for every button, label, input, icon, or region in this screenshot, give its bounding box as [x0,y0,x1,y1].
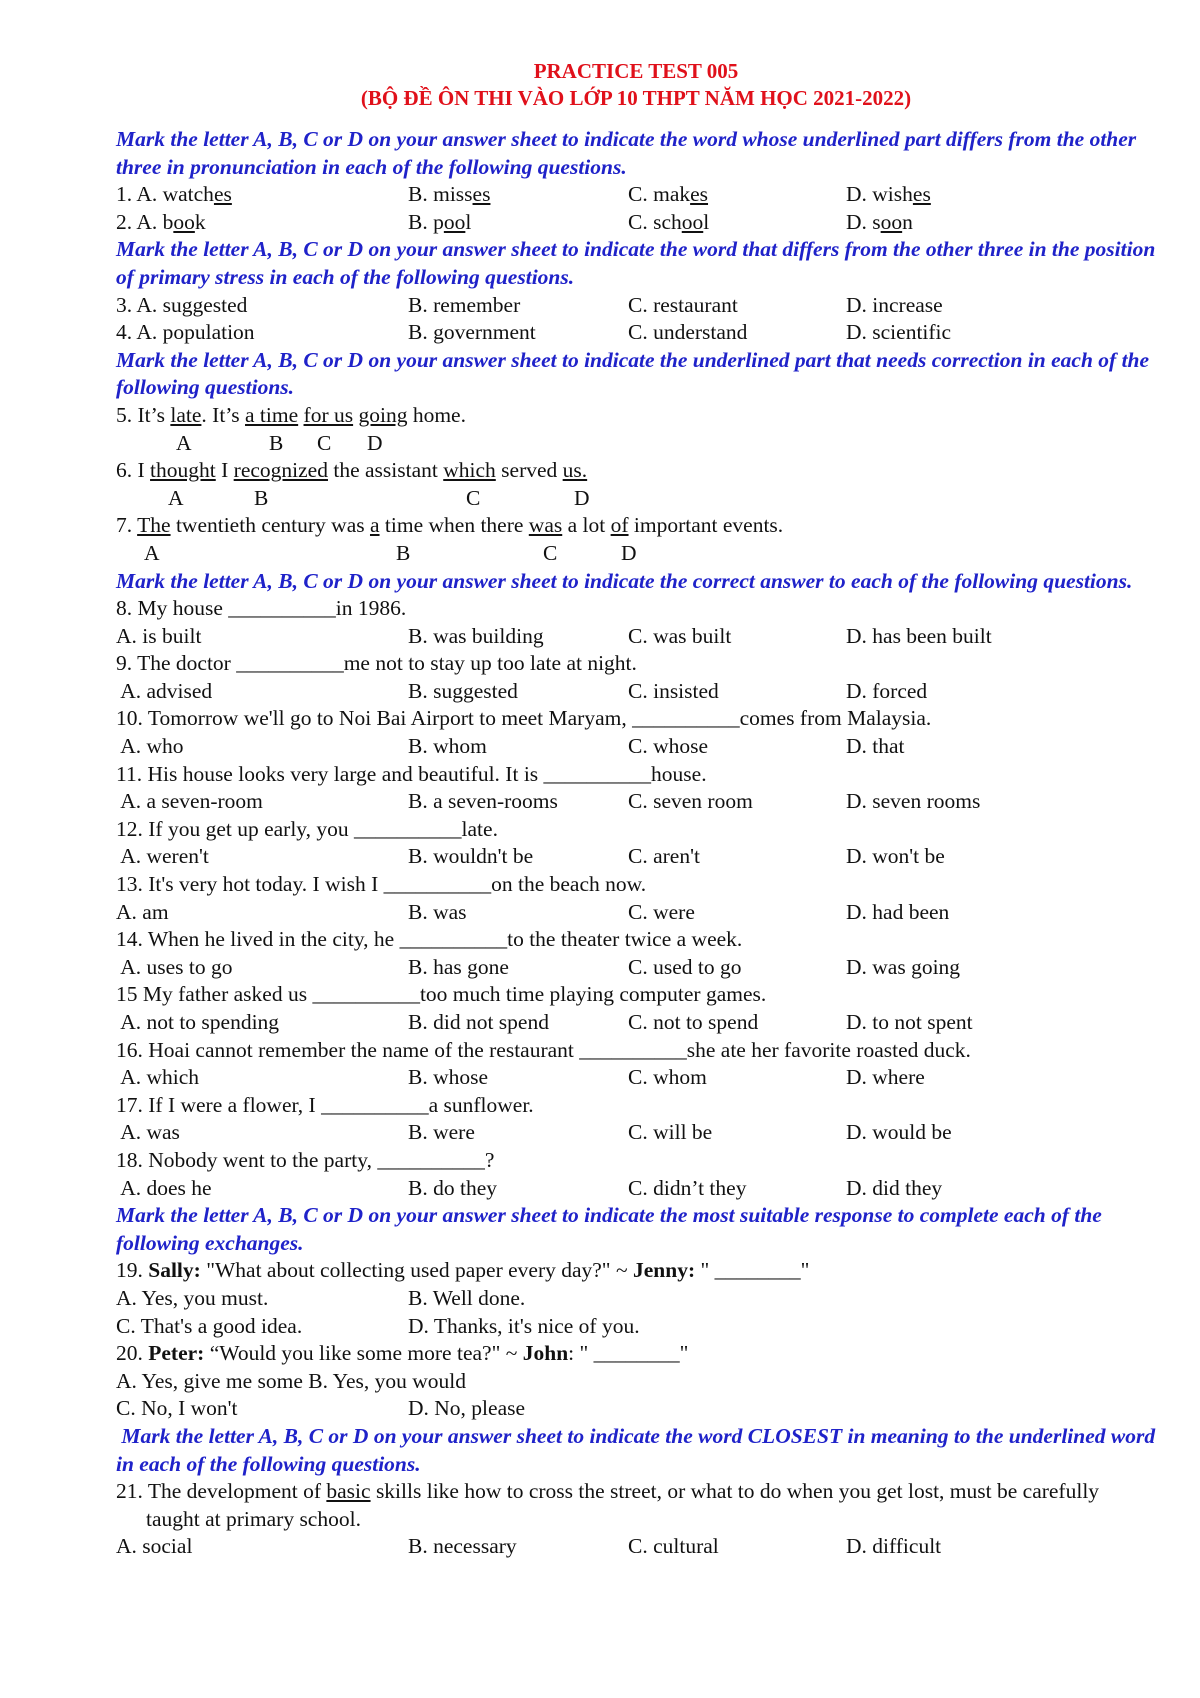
letter-d: D [621,540,637,565]
question-5-letters [116,430,1156,458]
option-c: C. aren't [628,844,700,869]
option-b: B. was building [408,623,544,648]
option-a: A. which [116,1065,200,1090]
option-a: A. is built [116,623,202,648]
question-8-stem: 8. My house __________in 1986. [116,596,407,621]
option-a: A. uses to go [116,954,233,979]
option-b: B. remember [408,292,521,317]
option-d: D. had been [846,899,950,924]
option-c: C. not to spend [628,1010,759,1034]
option-c: C. used to go [628,954,742,979]
option-c: C. No, I won't [116,1396,238,1421]
option-d: D. would be [846,1120,952,1145]
letter-c: C [466,485,481,510]
option-d: D. soon [846,209,913,234]
question-17-stem: 17. If I were a flower, I __________a sunflower. [116,1092,534,1117]
letter-d: D [367,430,383,455]
question-20-options-ab: A. Yes, give me some B. Yes, you would [116,1368,467,1393]
option-a: A. not to spending [116,1010,280,1034]
question-9-stem: 9. The doctor __________me not to stay up too late at night. [116,651,637,676]
letter-c: C [543,540,558,565]
option-c: C. cultural [628,1534,719,1559]
question-6-letters [116,485,1156,513]
option-c: C. whose [628,734,709,759]
question-12-stem: 12. If you get up early, you __________late. [116,816,498,841]
question-18-options [116,1175,1156,1203]
option-c: C. restaurant [628,292,738,317]
option-a: A. a seven-room [116,789,263,814]
option-c: C. was built [628,623,732,648]
option-d: D. difficult [846,1534,942,1559]
question-7-letters [116,540,1156,568]
question-15-stem: 15 My father asked us __________too much time playing computer games. [116,982,767,1007]
question-16-options [116,1064,1156,1092]
question-18-stem: 18. Nobody went to the party, __________? [116,1147,495,1172]
question-11-options [116,788,1156,816]
option-b: B. misses [408,182,491,207]
question-13-stem: 13. It's very hot today. I wish I __________on the beach now. [116,872,647,897]
option-b: B. were [408,1120,475,1145]
option-b: B. whose [408,1065,489,1090]
speaker-name: John [522,1341,569,1366]
question-21-stem: 21. The development of basic skills like how to cross the street, or what to do when you get lost, must be carefully taught at primary school. [116,1479,1100,1531]
question-6: 6. I thought I recognized the assistant which served us. [116,458,588,483]
option-a: A. who [116,734,184,759]
option-a: A. Yes, you must. [116,1285,269,1310]
question-5: 5. It’s late. It’s a time for us going home. [116,402,466,427]
option-b: B. Well done. [408,1285,526,1310]
question-17-options [116,1119,1156,1147]
speaker-name: Peter: [148,1341,205,1366]
instruction-correct-answer: Mark the letter A, B, C or D on your answer sheet to indicate the correct answer to each of the following questions. [116,568,1133,593]
option-d: D. wishes [846,182,931,207]
option-a: 2. A. book [116,209,206,234]
question-19-options-cd [116,1313,1156,1341]
option-c: C. That's a good idea. [116,1313,303,1338]
instruction-correction: Mark the letter A, B, C or D on your answer sheet to indicate the underlined part that needs correction in each of the following questions. [116,347,1150,400]
question-13-options [116,899,1156,927]
option-d: D. scientific [846,320,952,345]
option-d: D. seven rooms [846,789,981,814]
option-d: D. that [846,734,905,759]
question-8-options [116,623,1156,651]
question-11-stem: 11. His house looks very large and beautiful. It is __________house. [116,761,707,786]
speaker-name: Jenny: [632,1258,696,1283]
option-d: D. No, please [408,1396,526,1421]
question-9-options [116,678,1156,706]
question-7: 7. The twentieth century was a time when there was a lot of important events. [116,513,784,538]
option-d: D. was going [846,954,961,979]
question-1 [116,181,1156,209]
option-d: D. to not spent [846,1010,973,1034]
speaker-name: Sally: [148,1258,201,1283]
option-c: C. insisted [628,678,719,703]
option-c: C. didn’t they [628,1175,747,1200]
option-b: B. a seven-rooms [408,789,558,814]
option-c: C. school [628,209,710,234]
question-20-stem: 20. Peter: “Would you like some more tea?" ~ John: " ________" [116,1341,689,1366]
option-a: A. weren't [116,844,209,869]
option-c: C. whom [628,1065,707,1090]
letter-a: A [144,540,160,565]
question-3 [116,292,1156,320]
option-c: C. will be [628,1120,713,1145]
option-b: B. suggested [408,678,518,703]
document-page [116,58,1161,1561]
instruction-response: Mark the letter A, B, C or D on your answer sheet to indicate the most suitable response to complete each of the following exchanges. [116,1203,1102,1255]
question-21-options [116,1533,1156,1561]
option-d: D. won't be [846,844,945,869]
question-14-options [116,954,1156,982]
question-20-options-cd [116,1395,1156,1423]
option-c: C. makes [628,182,709,207]
letter-b: B [396,540,411,565]
letter-b: B [269,430,284,455]
option-b: B. pool [408,209,472,234]
option-a: 3. A. suggested [116,292,248,317]
option-b: B. whom [408,734,487,759]
option-b: B. do they [408,1175,497,1200]
question-4 [116,319,1156,347]
instruction-pronunciation: Mark the letter A, B, C or D on your answer sheet to indicate the word whose underlined part differs from the other three in pronunciation in each of the following questions. [116,127,1137,179]
question-15-options [116,1009,1156,1037]
instruction-closest: Mark the letter A, B, C or D on your answer sheet to indicate the word CLOSEST in meaning to the underlined word in each of the following questions. [116,1423,1161,1476]
option-a: A. advised [116,678,213,703]
question-19-options-ab [116,1285,1156,1313]
option-d: D. did they [846,1175,943,1200]
option-b: B. has gone [408,954,509,979]
question-19-stem: 19. Sally: "What about collecting used paper every day?" ~ Jenny: " ________" [116,1258,810,1283]
option-b: B. necessary [408,1534,517,1559]
page-title: PRACTICE TEST 005 [533,59,739,83]
option-d: D. where [846,1065,925,1090]
question-16-stem: 16. Hoai cannot remember the name of the restaurant __________she ate her favorite roasted duck. [116,1037,971,1062]
letter-a: A [168,485,184,510]
option-c: C. were [628,899,695,924]
option-a: 4. A. population [116,320,255,345]
option-a: A. does he [116,1175,212,1200]
question-14-stem: 14. When he lived in the city, he __________to the theater twice a week. [116,927,743,952]
option-b: B. did not spend [408,1010,549,1034]
instruction-stress: Mark the letter A, B, C or D on your answer sheet to indicate the word that differs from the other three in the position of primary stress in each of the following questions. [116,237,1156,289]
option-a: A. was [116,1120,180,1145]
option-a: 1. A. watches [116,182,232,207]
option-d: D. has been built [846,623,992,648]
letter-a: A [176,430,192,455]
option-a: A. social [116,1534,193,1559]
option-a: A. am [116,899,169,924]
option-c: C. understand [628,320,748,345]
option-b: B. government [408,320,536,345]
question-10-stem: 10. Tomorrow we'll go to Noi Bai Airport to meet Maryam, __________comes from Malaysia. [116,706,932,731]
letter-d: D [574,485,590,510]
letter-c: C [317,430,332,455]
option-d: D. Thanks, it's nice of you. [408,1313,640,1338]
option-b: B. was [408,899,467,924]
option-d: D. forced [846,678,928,703]
option-b: B. wouldn't be [408,844,534,869]
page-subtitle: (BỘ ĐỀ ÔN THI VÀO LỚP 10 THPT NĂM HỌC 2021-2022) [360,86,912,110]
question-2 [116,209,1156,237]
option-c: C. seven room [628,789,753,814]
letter-b: B [254,485,269,510]
option-d: D. increase [846,292,943,317]
question-12-options [116,843,1156,871]
question-10-options [116,733,1156,761]
